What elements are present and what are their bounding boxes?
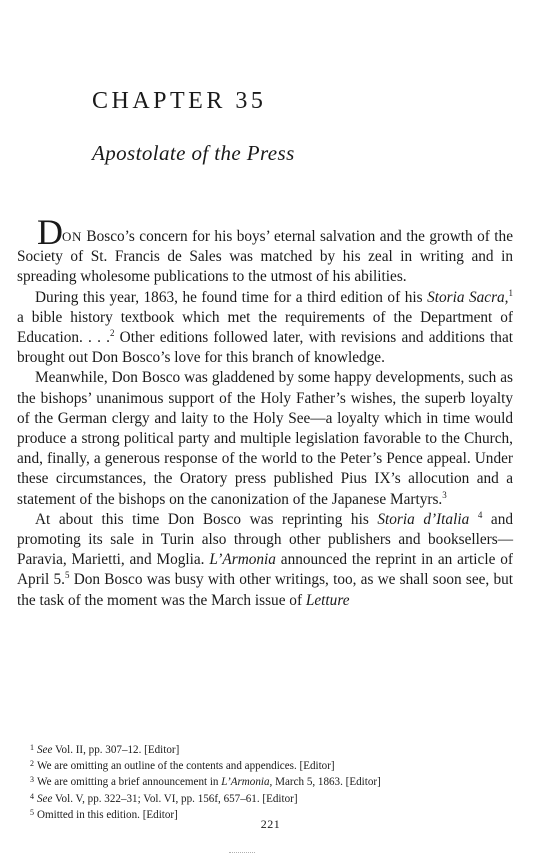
footnote-text: Omitted in this edition. [Editor] bbox=[37, 808, 178, 821]
footnote-text: We are omitting an outline of the contents and appendices. [Editor] bbox=[37, 760, 335, 773]
footnote-italic: See bbox=[37, 744, 53, 756]
paragraph-4-text-c: announced the reprint in an article of April 5. bbox=[17, 551, 513, 589]
paragraph-4 bbox=[17, 510, 513, 611]
footnote-ref-4: 4 bbox=[477, 509, 483, 520]
title-storia-sacra: Storia Sacra, bbox=[427, 288, 509, 306]
footnote-ref-3: 3 bbox=[442, 489, 447, 500]
footnote-number: 5 bbox=[30, 807, 34, 817]
paragraph-1-text: Bosco’s concern for his boys’ eternal salvation and the growth of the Society of St. Francis de Sales was matched by his zeal in writing and in spreading wholesome publications to the utmost of his abilities. bbox=[17, 228, 513, 286]
footnote bbox=[30, 757, 520, 773]
footnote bbox=[30, 741, 520, 757]
title-storia-ditalia: Storia d’Italia bbox=[377, 510, 470, 528]
title-larmonia: L’Armonia bbox=[209, 551, 276, 569]
footnote-number: 1 bbox=[30, 743, 34, 752]
footnote-italic: L’Armonia, bbox=[221, 776, 273, 789]
paragraph-4-text-d: Don Bosco was busy with other writings, too, as we shall soon see, but the task of the moment was the March issue of bbox=[17, 571, 513, 609]
paragraph-2-text-c: Other editions followed later, with revisions and additions that brought out Don Bosco’s love for this branch of knowledge. bbox=[17, 329, 513, 367]
drop-cap-letter: D bbox=[37, 212, 62, 252]
footnote-text: We are omitting a brief announcement in bbox=[37, 776, 222, 789]
footnotes bbox=[30, 741, 520, 822]
footnote bbox=[30, 773, 520, 789]
footnote-ref-2: 2 bbox=[109, 328, 115, 339]
paragraph-3-text: Meanwhile, Don Bosco was gladdened by some happy developments, such as the bishops’ unanimous support of the Holy Father’s wishes, the superb loyalty of the German clergy and laity to the Holy See—a loyalty which in time would produce a strong political party and multiple legislation favorable to the Church, and, finally, a generous response of the world to the Peter’s Pence appeal. Under these circumstances, the Oratory press published Pius IX’s allocution and a statement of the bishops on the canonization of the Japanese Martyrs. bbox=[17, 369, 513, 508]
paragraph-2 bbox=[17, 288, 513, 369]
body-text bbox=[17, 212, 514, 611]
footnote-number: 4 bbox=[30, 791, 34, 801]
footnote-italic: See bbox=[37, 792, 53, 805]
footnote-number: 2 bbox=[30, 759, 34, 769]
chapter-title: Apostolate of the Press bbox=[92, 141, 295, 165]
page-edge-mark bbox=[229, 852, 255, 853]
footnote-number: 3 bbox=[30, 775, 34, 785]
paragraph-2-text-b: a bible history textbook which met the requirements of the Department of Education. . . . bbox=[17, 308, 513, 347]
chapter-heading: CHAPTER 35 bbox=[92, 88, 267, 114]
paragraph-4-text-b: and promoting its sale in Turin also through other publishers and booksellers—Paravia, Marietti, and Moglia. bbox=[17, 510, 513, 569]
footnote-ref-1: 1 bbox=[508, 287, 514, 298]
footnote-text: March 5, 1863. [Editor] bbox=[272, 776, 381, 789]
footnote-ref-5: 5 bbox=[64, 570, 70, 581]
paragraph-3 bbox=[17, 368, 513, 509]
first-word-small-caps: ON bbox=[62, 229, 82, 244]
title-letture: Letture bbox=[305, 591, 350, 609]
footnote-text: Vol. V, pp. 322–31; Vol. VI, pp. 156f, 657–61. [Editor] bbox=[52, 792, 298, 805]
footnote-text: Vol. II, pp. 307–12. [Editor] bbox=[52, 744, 180, 756]
footnote bbox=[30, 790, 520, 806]
paragraph-1 bbox=[17, 212, 513, 288]
paragraph-4-text-a: At about this time Don Bosco was reprinting his bbox=[35, 510, 378, 528]
paragraph-2-text-a: During this year, 1863, he found time for a third edition of his bbox=[35, 288, 428, 306]
page-number: 221 bbox=[260, 817, 281, 831]
